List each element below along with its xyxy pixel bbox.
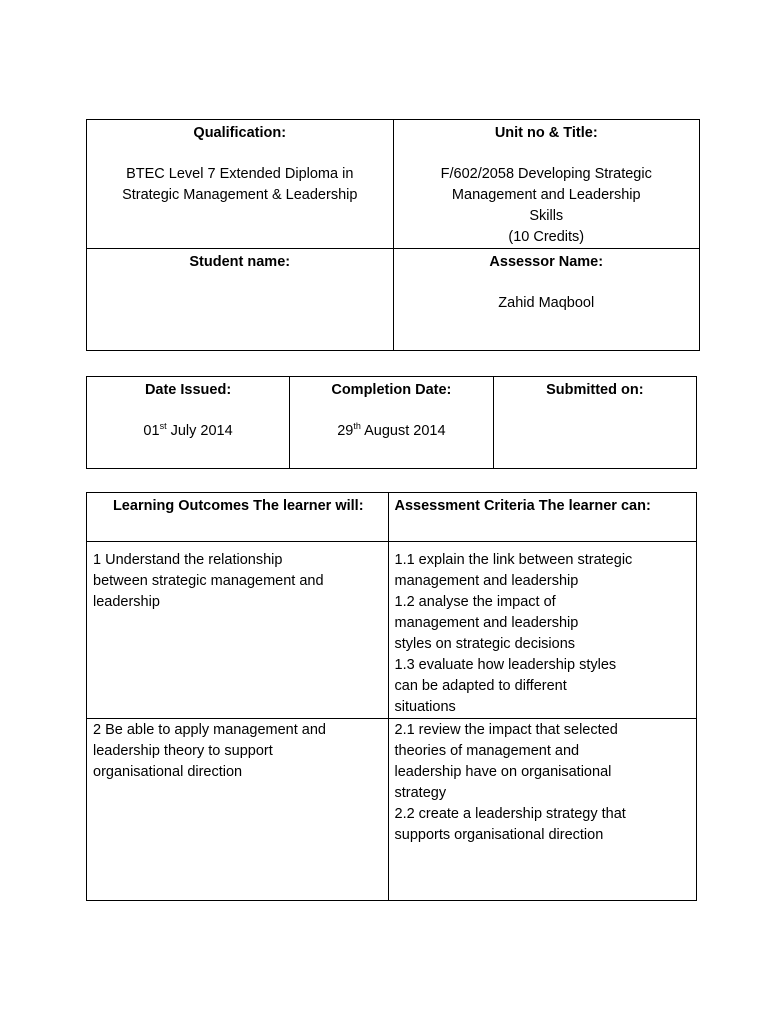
unit-label: Unit no & Title: (494, 125, 598, 141)
assessor-name-cell (393, 249, 700, 351)
outcome-cell-2: 2 Be able to apply management and leadership theory to support organisational direction (87, 719, 389, 901)
student-name-label: Student name: (189, 254, 291, 270)
completion-date-cell (290, 377, 493, 469)
qualification-cell (87, 120, 394, 249)
assessor-name-label: Assessor Name: (489, 254, 604, 270)
assessor-name-value: Zahid Maqbool (498, 295, 595, 311)
submitted-on-label: Submitted on: (546, 382, 644, 398)
qualification-table (86, 119, 700, 351)
table-row (87, 719, 697, 901)
submitted-on-cell (493, 377, 696, 469)
student-name-cell (87, 249, 394, 351)
unit-line-1: F/602/2058 Developing Strategic (440, 166, 652, 182)
unit-line-4: (10 Credits) (508, 229, 585, 245)
qualification-line-1: BTEC Level 7 Extended Diploma in (126, 166, 354, 182)
date-issued-label: Date Issued: (144, 382, 232, 398)
table-row (87, 542, 697, 719)
unit-line-2: Management and Leadership (451, 187, 641, 203)
date-issued-cell (87, 377, 290, 469)
outcome-cell-1: 1 Understand the relationship between strategic management and leadership (87, 542, 389, 719)
unit-cell (393, 120, 700, 249)
date-issued-value: 01st July 2014 (143, 421, 233, 439)
learning-outcomes-table (86, 492, 697, 901)
dates-table (86, 376, 697, 469)
unit-line-3: Skills (529, 208, 564, 224)
qualification-label: Qualification: (193, 125, 287, 141)
learning-outcomes-header: Learning Outcomes The learner will: (87, 493, 389, 542)
qualification-line-2: Strategic Management & Leadership (122, 187, 358, 203)
assessment-criteria-header: Assessment Criteria The learner can: (388, 493, 697, 542)
completion-date-value: 29th August 2014 (337, 421, 446, 439)
completion-date-label: Completion Date: (331, 382, 452, 398)
criteria-cell-2: 2.1 review the impact that selected theories of management and leadership have on organisational strategy 2.2 create a leadership strategy that supports organisational direction (388, 719, 697, 901)
criteria-cell-1: 1.1 explain the link between strategic management and leadership 1.2 analyse the impact of management and leadership styles on strategic decisions 1.3 evaluate how leadership styles can be adapted to different situations (388, 542, 697, 719)
